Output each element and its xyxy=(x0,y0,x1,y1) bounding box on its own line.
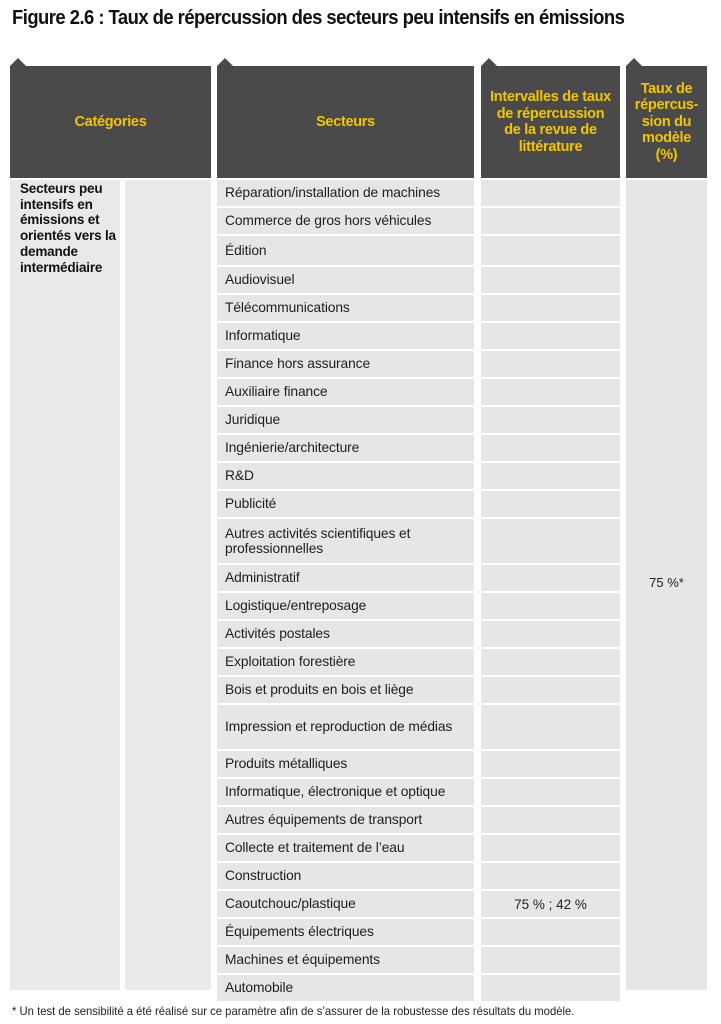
interval-cell xyxy=(481,835,620,861)
column-gap xyxy=(474,947,481,973)
header-categories-label: Catégories xyxy=(74,113,147,130)
column-gap xyxy=(474,180,481,206)
sector-cell: Auxiliaire finance xyxy=(217,379,474,405)
header-tab-marker xyxy=(10,58,26,66)
header-sectors xyxy=(217,66,474,178)
table-row xyxy=(217,435,620,461)
sector-cell: Caoutchouc/plastique xyxy=(217,891,474,917)
interval-cell xyxy=(481,649,620,675)
sector-cell: Télécommunications xyxy=(217,295,474,321)
table-row xyxy=(217,236,620,265)
table-row xyxy=(217,621,620,647)
header-tab-marker xyxy=(481,58,497,66)
sector-cell: Bois et produits en bois et liège xyxy=(217,677,474,703)
model-rate-value: 75 %* xyxy=(649,575,684,590)
header-model-rate xyxy=(626,66,707,178)
table-row xyxy=(217,947,620,973)
sector-cell: Machines et équipements xyxy=(217,947,474,973)
column-gap xyxy=(474,863,481,889)
column-gap xyxy=(474,323,481,349)
interval-cell xyxy=(481,208,620,234)
sector-cell: Automobile xyxy=(217,975,474,1001)
column-gap xyxy=(474,463,481,489)
interval-cell xyxy=(481,379,620,405)
column-gap xyxy=(474,751,481,777)
column-gap xyxy=(474,407,481,433)
column-gap xyxy=(474,593,481,619)
column-gap xyxy=(474,807,481,833)
column-gap xyxy=(474,891,481,917)
table-row xyxy=(217,751,620,777)
column-gap xyxy=(474,779,481,805)
column-gap xyxy=(474,236,481,265)
header-sectors-label: Secteurs xyxy=(316,113,375,130)
column-gap xyxy=(474,649,481,675)
header-tab-marker xyxy=(217,58,233,66)
sector-cell: Autres activités scientifiques et professionnelles xyxy=(217,519,474,563)
sector-cell: Équipements électriques xyxy=(217,919,474,945)
table-row xyxy=(217,351,620,377)
interval-cell xyxy=(481,677,620,703)
column-gap xyxy=(474,705,481,749)
sector-cell: Exploitation forestière xyxy=(217,649,474,675)
interval-cell xyxy=(481,705,620,749)
sector-cell: Réparation/installation de machines xyxy=(217,180,474,206)
interval-cell xyxy=(481,463,620,489)
column-gap xyxy=(474,565,481,591)
table-row xyxy=(217,379,620,405)
interval-cell xyxy=(481,267,620,293)
column-gap xyxy=(474,295,481,321)
table-row xyxy=(217,565,620,591)
column-gap xyxy=(474,435,481,461)
table-row xyxy=(217,295,620,321)
interval-cell xyxy=(481,593,620,619)
table-row xyxy=(217,891,620,917)
interval-cell xyxy=(481,323,620,349)
sector-table xyxy=(217,180,620,1003)
table-row xyxy=(217,919,620,945)
sector-cell: Ingénierie/architecture xyxy=(217,435,474,461)
sector-cell: Juridique xyxy=(217,407,474,433)
header-intervals-label: Intervalles de taux de répercussion de la revue de littérature xyxy=(490,89,611,155)
column-gap xyxy=(474,351,481,377)
table-row xyxy=(217,649,620,675)
table-row xyxy=(217,407,620,433)
column-gap xyxy=(474,975,481,1001)
sector-cell: Publicité xyxy=(217,491,474,517)
interval-cell: 75 % ; 42 % xyxy=(481,891,620,917)
table-row xyxy=(217,180,620,206)
column-gap xyxy=(474,919,481,945)
header-intervals xyxy=(481,66,620,178)
table-row xyxy=(217,677,620,703)
table-row xyxy=(217,593,620,619)
sector-cell: R&D xyxy=(217,463,474,489)
table-row xyxy=(217,491,620,517)
figure-title: Figure 2.6 : Taux de répercussion des secteurs peu intensifs en émissions xyxy=(12,6,625,29)
interval-cell xyxy=(481,491,620,517)
interval-cell xyxy=(481,621,620,647)
interval-cell xyxy=(481,407,620,433)
interval-cell xyxy=(481,807,620,833)
table-row xyxy=(217,975,620,1001)
footnote: * Un test de sensibilité a été réalisé sur ce paramètre afin de s’assurer de la robustesse des résultats du modèle. xyxy=(12,1004,575,1018)
sector-cell: Produits métalliques xyxy=(217,751,474,777)
interval-cell xyxy=(481,975,620,1001)
table-row xyxy=(217,835,620,861)
table-row xyxy=(217,323,620,349)
header-categories xyxy=(10,66,211,178)
sector-cell: Informatique xyxy=(217,323,474,349)
column-gap xyxy=(474,267,481,293)
sector-cell: Finance hors assurance xyxy=(217,351,474,377)
interval-cell xyxy=(481,351,620,377)
table-row xyxy=(217,807,620,833)
table-row xyxy=(217,779,620,805)
table-row xyxy=(217,705,620,749)
table-row xyxy=(217,208,620,234)
category-column xyxy=(10,180,120,990)
category-spacer-column xyxy=(125,180,211,990)
table-row xyxy=(217,519,620,563)
column-gap xyxy=(474,621,481,647)
table-row xyxy=(217,463,620,489)
interval-cell xyxy=(481,919,620,945)
header-model-rate-label: Taux de répercus-sion du modèle (%) xyxy=(634,80,699,163)
header-tab-marker xyxy=(626,58,642,66)
sector-cell: Activités postales xyxy=(217,621,474,647)
interval-cell xyxy=(481,565,620,591)
category-label: Secteurs peu intensifs en émissions et orientés vers la demande intermédiaire xyxy=(20,181,116,275)
table-row xyxy=(217,267,620,293)
sector-cell: Informatique, électronique et optique xyxy=(217,779,474,805)
sector-cell: Autres équipements de transport xyxy=(217,807,474,833)
interval-cell xyxy=(481,435,620,461)
column-gap xyxy=(474,677,481,703)
sector-cell: Impression et reproduction de médias xyxy=(217,705,474,749)
interval-cell xyxy=(481,751,620,777)
column-gap xyxy=(474,835,481,861)
interval-cell xyxy=(481,236,620,265)
sector-cell: Logistique/entreposage xyxy=(217,593,474,619)
sector-cell: Collecte et traitement de l’eau xyxy=(217,835,474,861)
column-gap xyxy=(474,208,481,234)
interval-cell xyxy=(481,863,620,889)
sector-cell: Édition xyxy=(217,236,474,265)
table-row xyxy=(217,863,620,889)
interval-cell xyxy=(481,180,620,206)
interval-cell xyxy=(481,295,620,321)
sector-cell: Administratif xyxy=(217,565,474,591)
sector-cell: Construction xyxy=(217,863,474,889)
interval-cell xyxy=(481,947,620,973)
interval-cell xyxy=(481,519,620,563)
sector-cell: Commerce de gros hors véhicules xyxy=(217,208,474,234)
sector-cell: Audiovisuel xyxy=(217,267,474,293)
column-gap xyxy=(474,519,481,563)
column-gap xyxy=(474,379,481,405)
interval-cell xyxy=(481,779,620,805)
column-gap xyxy=(474,491,481,517)
